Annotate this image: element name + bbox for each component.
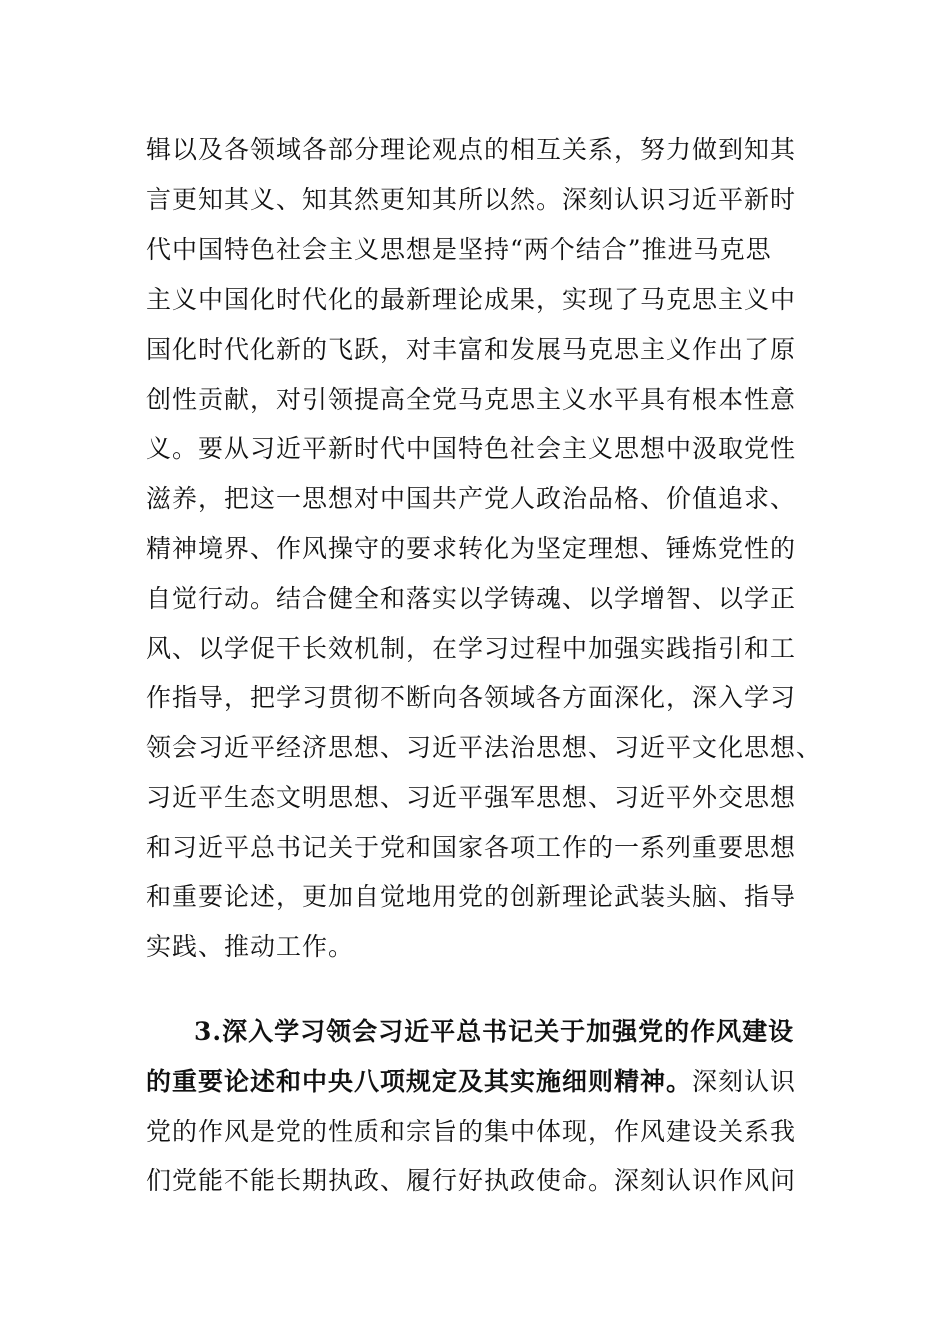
paragraph-line: 代中国特色社会主义思想是坚持“两个结合”推进马克思 <box>146 235 772 264</box>
paragraph-line: 辑以及各领域各部分理论观点的相互关系，努力做到知其 <box>146 135 797 164</box>
paragraph-line: 风、以学促干长效机制，在学习过程中加强实践指引和工 <box>146 634 797 663</box>
paragraph-line: 和重要论述，更加自觉地用党的创新理论武装头脑、指导 <box>146 882 797 911</box>
paragraph-line: 创性贡献，对引领提高全党马克思主义水平具有根本性意 <box>146 385 797 414</box>
paragraph-line: 自觉行动。结合健全和落实以学铸魂、以学增智、以学正 <box>146 584 797 613</box>
paragraph-line: 精神境界、作风操守的要求转化为坚定理想、锤炼党性的 <box>146 534 797 563</box>
section-heading-continuation <box>146 1066 796 1098</box>
paragraph-line: 党的作风是党的性质和宗旨的集中体现，作风建设关系我 <box>146 1117 797 1146</box>
paragraph-line: 习近平生态文明思想、习近平强军思想、习近平外交思想 <box>146 783 797 812</box>
paragraph-line: 义。要从习近平新时代中国特色社会主义思想中汲取党性 <box>146 434 797 463</box>
paragraph-line: 们党能不能长期执政、履行好执政使命。深刻认识作风问 <box>146 1166 797 1195</box>
section-heading: 3.深入学习领会习近平总书记关于加强党的作风建设 <box>194 1017 795 1046</box>
section-heading-tail: 的重要论述和中央八项规定及其实施细则精神。 <box>146 1067 693 1096</box>
paragraph-line: 和习近平总书记关于党和国家各项工作的一系列重要思想 <box>146 833 797 862</box>
section-body-start: 深刻认识 <box>692 1067 797 1096</box>
paragraph-line: 领会习近平经济思想、习近平法治思想、习近平文化思想、 <box>146 733 823 762</box>
paragraph-line: 主义中国化时代化的最新理论成果，实现了马克思主义中 <box>146 285 797 314</box>
paragraph-line: 实践、推动工作。 <box>146 932 355 961</box>
paragraph-line: 言更知其义、知其然更知其所以然。深刻认识习近平新时 <box>146 185 797 214</box>
paragraph-line: 国化时代化新的飞跃，对丰富和发展马克思主义作出了原 <box>146 335 797 364</box>
paragraph-line: 作指导，把学习贯彻不断向各领域各方面深化，深入学习 <box>146 683 797 712</box>
paragraph-line: 滋养，把这一思想对中国共产党人政治品格、价值追求、 <box>146 484 797 513</box>
